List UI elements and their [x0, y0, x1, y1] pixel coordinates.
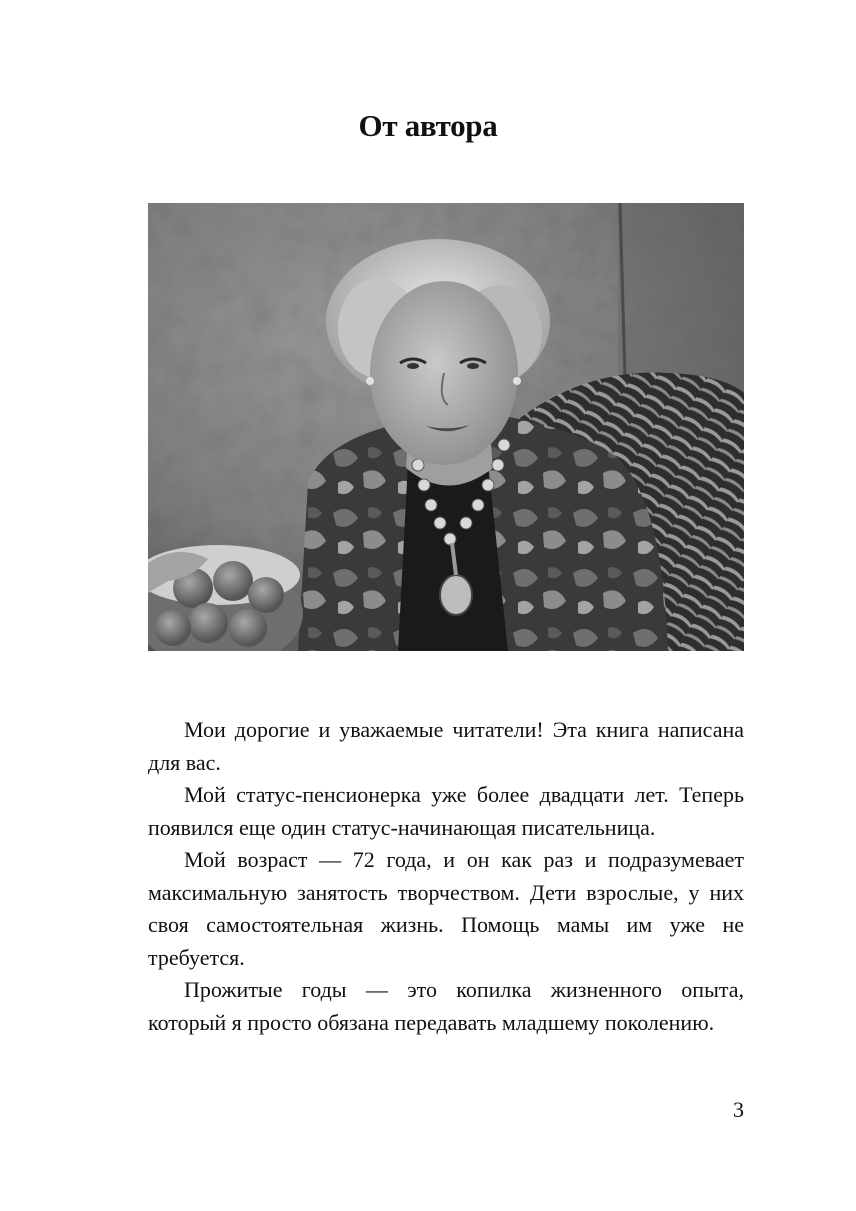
paragraph: Мой возраст — 72 года, и он как раз и подразумевает максимальную занятость творчеством. Дети взрослые, у них своя самостоятельная жизнь. Помощь мамы им уже не требуется. [148, 847, 744, 970]
paragraph: Прожитые годы — это копилка жизненного опыта, который я просто обязана передавать младшему поколению. [148, 977, 744, 1035]
paragraph: Мой статус‑пенсионерка уже более двадцати лет. Теперь появился еще один статус‑начинающая писательница. [148, 782, 744, 840]
author-foreword-text [148, 714, 744, 1039]
page-number: 3 [733, 1097, 744, 1122]
page-title: От автора [358, 108, 498, 143]
paragraph: Мои дорогие и уважаемые читатели! Эта книга написана для вас. [148, 717, 744, 775]
author-photo [148, 203, 744, 651]
